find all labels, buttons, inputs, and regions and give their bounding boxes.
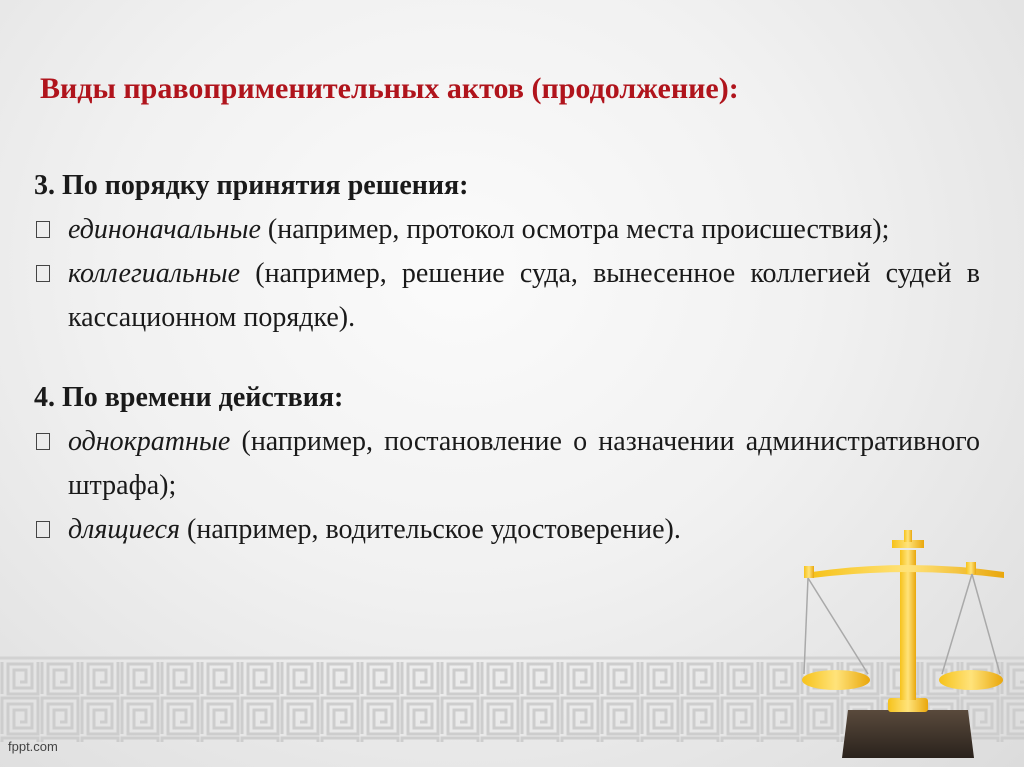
scales-of-justice-icon bbox=[796, 530, 1008, 762]
section-heading: 3. По порядку принятия решения: bbox=[34, 170, 469, 201]
footer-logo: fppt.com bbox=[8, 739, 58, 754]
bullet-box-icon bbox=[36, 433, 50, 450]
item-text: (например, решение суда, вынесенное коллегией судей в кассационном порядке). bbox=[68, 258, 980, 333]
slide-content bbox=[34, 164, 980, 552]
list-item bbox=[34, 252, 980, 340]
item-term: длящиеся bbox=[68, 514, 181, 545]
item-text: (например, постановление о назначении административного штрафа); bbox=[68, 426, 980, 501]
list-item bbox=[34, 208, 980, 252]
bullet-box-icon bbox=[36, 221, 50, 238]
item-term: однократные bbox=[68, 426, 231, 457]
section-gap bbox=[34, 340, 980, 376]
item-text: (например, водительское удостоверение). bbox=[180, 514, 681, 545]
section-heading: 4. По времени действия: bbox=[34, 382, 344, 413]
bullet-box-icon bbox=[36, 521, 50, 538]
item-text: (например, протокол осмотра места происшествия); bbox=[260, 214, 890, 245]
bullet-box-icon bbox=[36, 265, 50, 282]
list-item bbox=[34, 420, 980, 508]
item-term: коллегиальные bbox=[68, 258, 241, 289]
item-term: единоначальные bbox=[68, 214, 261, 245]
slide-title: Виды правоприменительных актов (продолжение): bbox=[40, 72, 739, 105]
